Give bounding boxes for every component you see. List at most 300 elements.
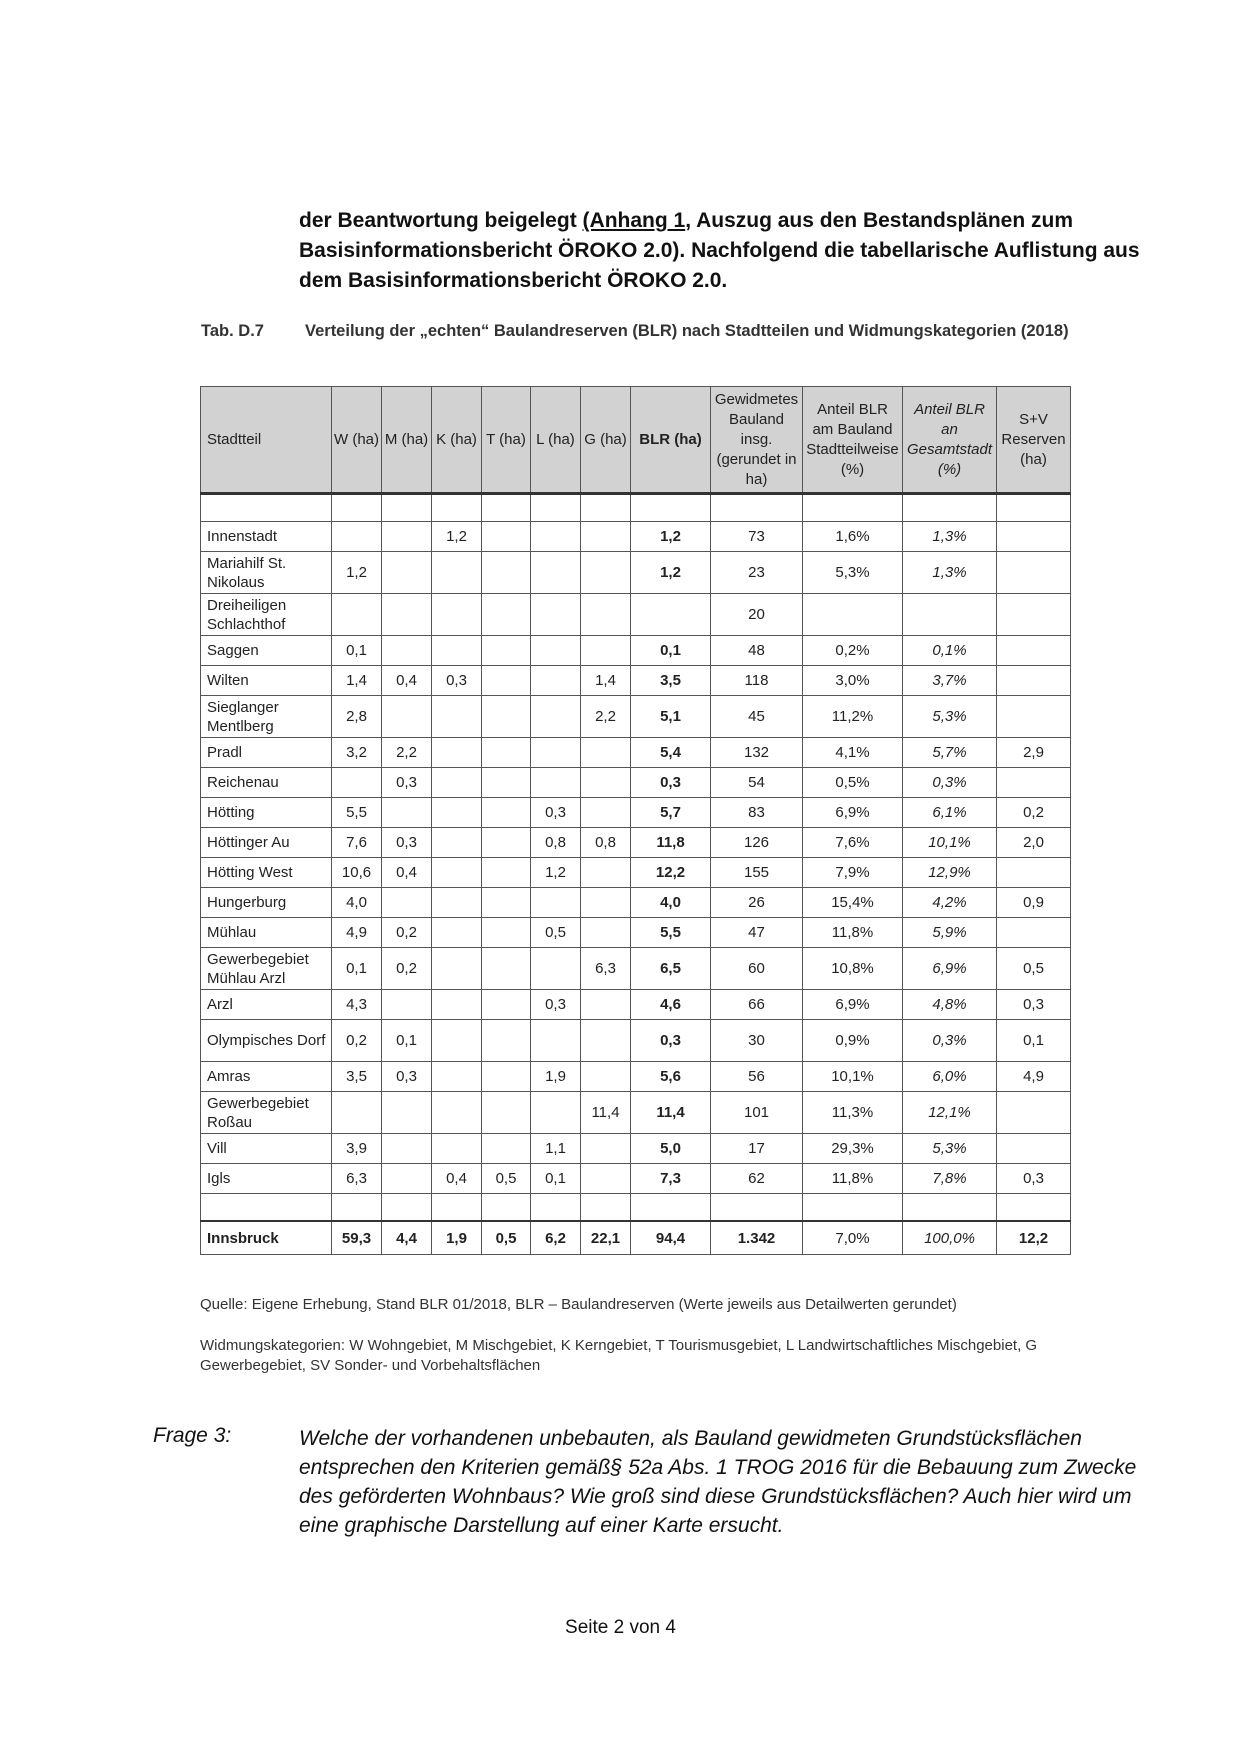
- header-g: G (ha): [581, 387, 631, 494]
- cell-g: [581, 1164, 631, 1194]
- cell-w: [332, 594, 382, 636]
- cell-g: [581, 636, 631, 666]
- cell-stadtteil: Pradl: [201, 738, 332, 768]
- cell-blr: 5,7: [631, 798, 711, 828]
- cell-l: [531, 1020, 581, 1062]
- cell-g: 2,2: [581, 696, 631, 738]
- cell-sv: 2,0: [997, 828, 1071, 858]
- cell-w: 10,6: [332, 858, 382, 888]
- cell-as: 3,0%: [803, 666, 903, 696]
- cell-t: [482, 696, 531, 738]
- cell-as: 7,9%: [803, 858, 903, 888]
- cell-ag: 1,3%: [903, 552, 997, 594]
- cell-as: 11,2%: [803, 696, 903, 738]
- cell-l: 0,8: [531, 828, 581, 858]
- header-w: W (ha): [332, 387, 382, 494]
- cell-m: 0,2: [382, 948, 432, 990]
- cell-as: 1,6%: [803, 522, 903, 552]
- cell-blr: 94,4: [631, 1221, 711, 1255]
- cell-as: 10,8%: [803, 948, 903, 990]
- cell-g: 11,4: [581, 1092, 631, 1134]
- cell-as: 15,4%: [803, 888, 903, 918]
- cell-blr: 7,3: [631, 1164, 711, 1194]
- cell-t: [482, 552, 531, 594]
- table-caption-text: Verteilung der „echten“ Baulandreserven (BLR) nach Stadtteilen und Widmungskategorien (2018): [305, 322, 1069, 340]
- cell-stadtteil: Gewerbegebiet Mühlau Arzl: [201, 948, 332, 990]
- cell-sv: 4,9: [997, 1062, 1071, 1092]
- cell-k: [432, 948, 482, 990]
- cell-l: 0,5: [531, 918, 581, 948]
- cell-k: [432, 1062, 482, 1092]
- cell-blr: 4,0: [631, 888, 711, 918]
- cell-g: 22,1: [581, 1221, 631, 1255]
- cell-stadtteil: Vill: [201, 1134, 332, 1164]
- cell-m: 0,3: [382, 828, 432, 858]
- question-label: Frage 3:: [153, 1424, 232, 1447]
- table-row: [201, 594, 1071, 636]
- cell-t: [482, 858, 531, 888]
- cell-w: 1,4: [332, 666, 382, 696]
- cell-blr: 5,6: [631, 1062, 711, 1092]
- cell-blr: 5,4: [631, 738, 711, 768]
- cell-g: [581, 552, 631, 594]
- cell-sv: [997, 1092, 1071, 1134]
- cell-w: 59,3: [332, 1221, 382, 1255]
- cell-g: [581, 918, 631, 948]
- cell-sv: [997, 768, 1071, 798]
- cell-stadtteil: Reichenau: [201, 768, 332, 798]
- table-row: [201, 738, 1071, 768]
- cell-blr: 5,1: [631, 696, 711, 738]
- cell-w: 0,1: [332, 636, 382, 666]
- cell-m: [382, 1134, 432, 1164]
- cell-sv: 0,9: [997, 888, 1071, 918]
- cell-blr: 0,3: [631, 1020, 711, 1062]
- cell-stadtteil: Hungerburg: [201, 888, 332, 918]
- cell-l: [531, 522, 581, 552]
- cell-k: [432, 888, 482, 918]
- cell-t: [482, 594, 531, 636]
- cell-as: 11,3%: [803, 1092, 903, 1134]
- cell-w: 0,2: [332, 1020, 382, 1062]
- table-row: [201, 696, 1071, 738]
- cell-t: 0,5: [482, 1221, 531, 1255]
- cell-sv: [997, 636, 1071, 666]
- cell-k: [432, 636, 482, 666]
- cell-k: [432, 1092, 482, 1134]
- cell-w: 1,2: [332, 552, 382, 594]
- table-row: [201, 990, 1071, 1020]
- question-text: Welche der vorhandenen unbebauten, als Bauland gewidmeten Grundstücksflächen entsprechen den Kriterien gemäß§ 52a Abs. 1 TROG 2016 für die Bebauung zum Zwecke des geförderten Wohnbaus? Wie groß sind diese Grundstücksflächen? Auch hier wird um eine graphische Darstellung auf einer Karte ersucht.: [299, 1427, 1137, 1537]
- header-gewidmetes-bauland: Gewidmetes Bauland insg. (gerundet in ha): [711, 387, 803, 494]
- cell-gew: 20: [711, 594, 803, 636]
- cell-t: [482, 666, 531, 696]
- cell-stadtteil: Innsbruck: [201, 1221, 332, 1255]
- cell-stadtteil: Olympisches Dorf: [201, 1020, 332, 1062]
- cell-gew: 155: [711, 858, 803, 888]
- cell-gew: 17: [711, 1134, 803, 1164]
- cell-m: [382, 1164, 432, 1194]
- header-m: M (ha): [382, 387, 432, 494]
- cell-t: [482, 888, 531, 918]
- cell-g: [581, 888, 631, 918]
- cell-l: 0,3: [531, 990, 581, 1020]
- cell-blr: 1,2: [631, 552, 711, 594]
- cell-l: [531, 1092, 581, 1134]
- cell-stadtteil: Saggen: [201, 636, 332, 666]
- cell-w: 0,1: [332, 948, 382, 990]
- cell-w: [332, 768, 382, 798]
- source-note: Quelle: Eigene Erhebung, Stand BLR 01/2018, BLR – Baulandreserven (Werte jeweils aus Detailwerten gerundet): [200, 1296, 957, 1313]
- cell-ag: 6,0%: [903, 1062, 997, 1092]
- cell-gew: 30: [711, 1020, 803, 1062]
- cell-t: [482, 1134, 531, 1164]
- cell-blr: [631, 594, 711, 636]
- cell-m: [382, 798, 432, 828]
- cell-ag: 7,8%: [903, 1164, 997, 1194]
- cell-m: [382, 594, 432, 636]
- cell-ag: 12,1%: [903, 1092, 997, 1134]
- cell-g: 0,8: [581, 828, 631, 858]
- cell-blr: 6,5: [631, 948, 711, 990]
- cell-k: [432, 768, 482, 798]
- cell-l: [531, 738, 581, 768]
- cell-l: 1,9: [531, 1062, 581, 1092]
- cell-t: 0,5: [482, 1164, 531, 1194]
- header-k: K (ha): [432, 387, 482, 494]
- cell-ag: 0,1%: [903, 636, 997, 666]
- cell-l: [531, 768, 581, 798]
- cell-stadtteil: Höttinger Au: [201, 828, 332, 858]
- cell-ag: 0,3%: [903, 768, 997, 798]
- cell-blr: 5,0: [631, 1134, 711, 1164]
- table-row: [201, 768, 1071, 798]
- cell-gew: 66: [711, 990, 803, 1020]
- cell-t: [482, 522, 531, 552]
- cell-stadtteil: Igls: [201, 1164, 332, 1194]
- cell-sv: [997, 552, 1071, 594]
- cell-w: [332, 522, 382, 552]
- cell-w: 4,0: [332, 888, 382, 918]
- intro-text-2: , Auszug aus den Bestandsplänen zum Basisinformationsbericht ÖROKO 2.0). Nachfolgend die tabellarische Auflistung aus dem Basisinformationsbericht ÖROKO 2.0.: [299, 209, 1140, 292]
- annex-link[interactable]: (Anhang 1: [582, 209, 686, 232]
- cell-k: [432, 798, 482, 828]
- cell-blr: 3,5: [631, 666, 711, 696]
- cell-k: [432, 990, 482, 1020]
- cell-m: 0,4: [382, 666, 432, 696]
- cell-g: [581, 1134, 631, 1164]
- cell-sv: 0,5: [997, 948, 1071, 990]
- cell-ag: 5,7%: [903, 738, 997, 768]
- intro-text-1: der Beantwortung beigelegt: [299, 209, 583, 232]
- cell-stadtteil: Gewerbegebiet Roßau: [201, 1092, 332, 1134]
- cell-as: 0,9%: [803, 1020, 903, 1062]
- cell-sv: [997, 522, 1071, 552]
- cell-as: 29,3%: [803, 1134, 903, 1164]
- cell-as: 0,5%: [803, 768, 903, 798]
- cell-ag: 5,3%: [903, 1134, 997, 1164]
- table-row: [201, 522, 1071, 552]
- cell-sv: 12,2: [997, 1221, 1071, 1255]
- cell-l: 1,1: [531, 1134, 581, 1164]
- table-row: [201, 888, 1071, 918]
- cell-as: [803, 594, 903, 636]
- cell-g: [581, 858, 631, 888]
- cell-stadtteil: Dreiheiligen Schlachthof: [201, 594, 332, 636]
- cell-sv: [997, 666, 1071, 696]
- cell-as: 10,1%: [803, 1062, 903, 1092]
- cell-w: 5,5: [332, 798, 382, 828]
- cell-as: 0,2%: [803, 636, 903, 666]
- cell-m: 0,1: [382, 1020, 432, 1062]
- cell-m: 0,4: [382, 858, 432, 888]
- cell-k: [432, 858, 482, 888]
- table-row: [201, 552, 1071, 594]
- cell-l: 1,2: [531, 858, 581, 888]
- cell-l: [531, 666, 581, 696]
- header-blr: BLR (ha): [631, 387, 711, 494]
- cell-stadtteil: Hötting: [201, 798, 332, 828]
- cell-as: 4,1%: [803, 738, 903, 768]
- cell-k: [432, 552, 482, 594]
- cell-k: 1,2: [432, 522, 482, 552]
- cell-blr: 0,1: [631, 636, 711, 666]
- table-total-row: [201, 1221, 1071, 1255]
- cell-as: 11,8%: [803, 918, 903, 948]
- table-row: [201, 1062, 1071, 1092]
- cell-m: [382, 696, 432, 738]
- cell-gew: 45: [711, 696, 803, 738]
- cell-t: [482, 948, 531, 990]
- cell-blr: 11,4: [631, 1092, 711, 1134]
- cell-gew: 126: [711, 828, 803, 858]
- cell-k: [432, 828, 482, 858]
- cell-blr: 0,3: [631, 768, 711, 798]
- cell-g: 1,4: [581, 666, 631, 696]
- table-row: [201, 666, 1071, 696]
- cell-m: 0,3: [382, 1062, 432, 1092]
- cell-m: [382, 1092, 432, 1134]
- cell-t: [482, 828, 531, 858]
- cell-k: [432, 738, 482, 768]
- cell-blr: 12,2: [631, 858, 711, 888]
- cell-t: [482, 990, 531, 1020]
- cell-w: 7,6: [332, 828, 382, 858]
- cell-ag: [903, 594, 997, 636]
- cell-w: 2,8: [332, 696, 382, 738]
- cell-k: [432, 696, 482, 738]
- cell-g: [581, 522, 631, 552]
- cell-as: 6,9%: [803, 990, 903, 1020]
- cell-l: [531, 594, 581, 636]
- cell-k: [432, 1020, 482, 1062]
- cell-g: [581, 1020, 631, 1062]
- cell-stadtteil: Innenstadt: [201, 522, 332, 552]
- cell-gew: 48: [711, 636, 803, 666]
- header-sv-reserven: S+V Reserven (ha): [997, 387, 1071, 494]
- cell-gew: 118: [711, 666, 803, 696]
- cell-gew: 132: [711, 738, 803, 768]
- cell-w: 6,3: [332, 1164, 382, 1194]
- cell-m: 4,4: [382, 1221, 432, 1255]
- cell-blr: 4,6: [631, 990, 711, 1020]
- table-row: [201, 948, 1071, 990]
- cell-gew: 60: [711, 948, 803, 990]
- cell-l: 6,2: [531, 1221, 581, 1255]
- table-row: [201, 918, 1071, 948]
- cell-sv: [997, 1134, 1071, 1164]
- cell-sv: [997, 918, 1071, 948]
- cell-as: 11,8%: [803, 1164, 903, 1194]
- table-row: [201, 828, 1071, 858]
- header-t: T (ha): [482, 387, 531, 494]
- page-number: Seite 2 von 4: [565, 1617, 676, 1638]
- cell-g: [581, 768, 631, 798]
- cell-m: [382, 522, 432, 552]
- table-spacer-row: [201, 1194, 1071, 1222]
- cell-sv: [997, 858, 1071, 888]
- cell-sv: [997, 594, 1071, 636]
- cell-sv: 2,9: [997, 738, 1071, 768]
- baulandreserven-table: [200, 386, 1071, 1255]
- cell-sv: 0,3: [997, 1164, 1071, 1194]
- cell-m: [382, 888, 432, 918]
- cell-ag: 100,0%: [903, 1221, 997, 1255]
- intro-paragraph: [299, 206, 1159, 296]
- cell-ag: 6,9%: [903, 948, 997, 990]
- cell-w: 3,2: [332, 738, 382, 768]
- cell-blr: 11,8: [631, 828, 711, 858]
- cell-l: [531, 696, 581, 738]
- cell-g: 6,3: [581, 948, 631, 990]
- cell-as: 7,0%: [803, 1221, 903, 1255]
- table-caption-tag: Tab. D.7: [201, 322, 264, 340]
- table-row: [201, 1092, 1071, 1134]
- category-legend: Widmungskategorien: W Wohngebiet, M Mischgebiet, K Kerngebiet, T Tourismusgebiet, L Landwirtschaftliches Mischgebiet, G Gewerbegebiet, SV Sonder- und Vorbehaltsflächen: [200, 1337, 1038, 1374]
- cell-gew: 23: [711, 552, 803, 594]
- cell-gew: 54: [711, 768, 803, 798]
- cell-stadtteil: Sieglanger Mentlberg: [201, 696, 332, 738]
- header-stadtteil: Stadtteil: [201, 387, 332, 494]
- cell-ag: 5,3%: [903, 696, 997, 738]
- cell-ag: 4,2%: [903, 888, 997, 918]
- header-l: L (ha): [531, 387, 581, 494]
- cell-stadtteil: Amras: [201, 1062, 332, 1092]
- table-row: [201, 1164, 1071, 1194]
- cell-stadtteil: Hötting West: [201, 858, 332, 888]
- cell-l: 0,1: [531, 1164, 581, 1194]
- cell-ag: 5,9%: [903, 918, 997, 948]
- cell-stadtteil: Wilten: [201, 666, 332, 696]
- cell-l: [531, 636, 581, 666]
- cell-l: [531, 948, 581, 990]
- cell-k: 1,9: [432, 1221, 482, 1255]
- cell-m: [382, 990, 432, 1020]
- cell-gew: 47: [711, 918, 803, 948]
- table-row: [201, 1020, 1071, 1062]
- cell-t: [482, 798, 531, 828]
- table-caption: [201, 318, 1081, 345]
- cell-stadtteil: Mühlau: [201, 918, 332, 948]
- cell-l: 0,3: [531, 798, 581, 828]
- cell-as: 5,3%: [803, 552, 903, 594]
- cell-m: 0,3: [382, 768, 432, 798]
- cell-w: 4,3: [332, 990, 382, 1020]
- table-row: [201, 1134, 1071, 1164]
- cell-ag: 1,3%: [903, 522, 997, 552]
- table-row: [201, 636, 1071, 666]
- cell-gew: 62: [711, 1164, 803, 1194]
- cell-g: [581, 1062, 631, 1092]
- cell-gew: 101: [711, 1092, 803, 1134]
- cell-w: 4,9: [332, 918, 382, 948]
- cell-m: 2,2: [382, 738, 432, 768]
- cell-gew: 73: [711, 522, 803, 552]
- cell-t: [482, 636, 531, 666]
- cell-g: [581, 738, 631, 768]
- table-header-row: [201, 387, 1071, 494]
- cell-ag: 12,9%: [903, 858, 997, 888]
- table-row: [201, 858, 1071, 888]
- table-spacer-row: [201, 494, 1071, 522]
- table-row: [201, 798, 1071, 828]
- cell-w: [332, 1092, 382, 1134]
- cell-blr: 5,5: [631, 918, 711, 948]
- cell-as: 6,9%: [803, 798, 903, 828]
- cell-k: 0,3: [432, 666, 482, 696]
- cell-t: [482, 1020, 531, 1062]
- cell-ag: 4,8%: [903, 990, 997, 1020]
- cell-t: [482, 738, 531, 768]
- cell-t: [482, 768, 531, 798]
- cell-sv: 0,1: [997, 1020, 1071, 1062]
- cell-gew: 26: [711, 888, 803, 918]
- cell-ag: 3,7%: [903, 666, 997, 696]
- cell-ag: 6,1%: [903, 798, 997, 828]
- cell-blr: 1,2: [631, 522, 711, 552]
- cell-gew: 83: [711, 798, 803, 828]
- cell-sv: [997, 696, 1071, 738]
- cell-k: [432, 1134, 482, 1164]
- cell-t: [482, 1092, 531, 1134]
- cell-g: [581, 990, 631, 1020]
- cell-m: 0,2: [382, 918, 432, 948]
- cell-ag: 0,3%: [903, 1020, 997, 1062]
- cell-k: [432, 918, 482, 948]
- cell-t: [482, 918, 531, 948]
- cell-gew: 1.342: [711, 1221, 803, 1255]
- cell-t: [482, 1062, 531, 1092]
- cell-g: [581, 594, 631, 636]
- cell-sv: 0,3: [997, 990, 1071, 1020]
- cell-g: [581, 798, 631, 828]
- cell-sv: 0,2: [997, 798, 1071, 828]
- header-anteil-gesamtstadt: Anteil BLR an Gesamtstadt (%): [903, 387, 997, 494]
- cell-gew: 56: [711, 1062, 803, 1092]
- cell-as: 7,6%: [803, 828, 903, 858]
- cell-m: [382, 552, 432, 594]
- cell-m: [382, 636, 432, 666]
- cell-k: 0,4: [432, 1164, 482, 1194]
- cell-w: 3,9: [332, 1134, 382, 1164]
- cell-stadtteil: Mariahilf St. Nikolaus: [201, 552, 332, 594]
- cell-k: [432, 594, 482, 636]
- header-anteil-stadtteil: Anteil BLR am Bauland Stadtteilweise (%): [803, 387, 903, 494]
- cell-l: [531, 552, 581, 594]
- cell-stadtteil: Arzl: [201, 990, 332, 1020]
- cell-w: 3,5: [332, 1062, 382, 1092]
- cell-ag: 10,1%: [903, 828, 997, 858]
